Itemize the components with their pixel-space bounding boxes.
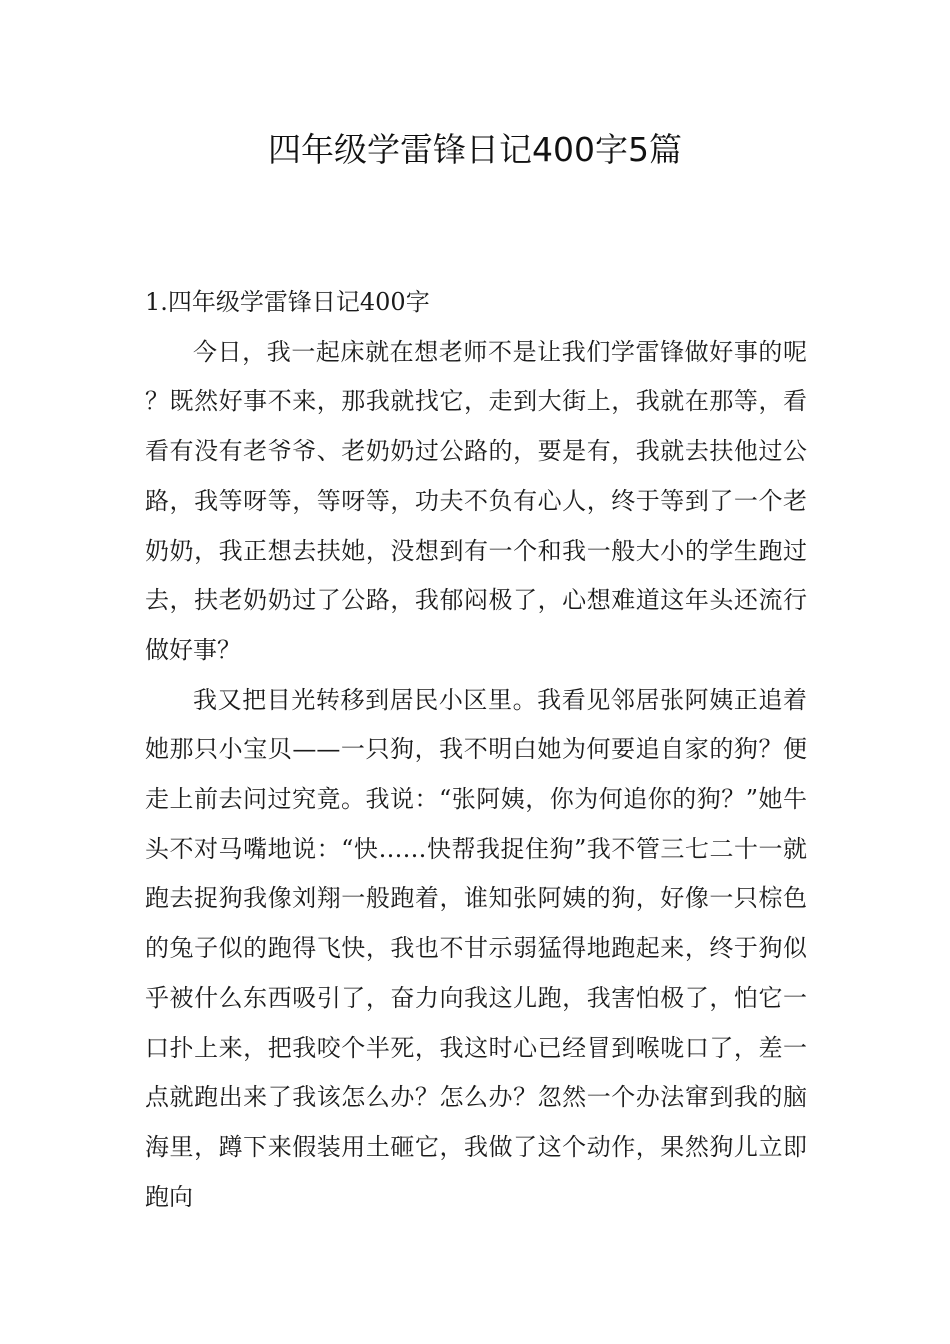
paragraph: 我又把目光转移到居民小区里。我看见邻居张阿姨正追着她那只小宝贝——一只狗，我不明白她为何要追自家的狗？便走上前去问过究竟。我说：“张阿姨，你为何追你的狗？”她牛头不对马嘴地说：“快……快帮我捉住狗”我不管三七二十一就跑去捉狗我像刘翔一般跑着，谁知张阿姨的狗，好像一只棕色的兔子似的跑得飞快，我也不甘示弱猛得地跑起来，终于狗似乎被什么东西吸引了，奋力向我这儿跑，我害怕极了，怕它一口扑上来，把我咬个半死，我这时心已经冒到喉咙口了，差一点就跑出来了我该怎么办？怎么办？忽然一个办法窜到我的脑海里，蹲下来假装用土砸它，我做了这个动作，果然狗儿立即跑向 bbox=[145, 685, 807, 1211]
document-body bbox=[145, 278, 807, 1222]
document-title: 四年级学雷锋日记400字5篇 bbox=[268, 130, 682, 169]
paragraph: 今日，我一起床就在想老师不是让我们学雷锋做好事的呢？既然好事不来，那我就找它，走到大街上，我就在那等，看看有没有老爷爷、老奶奶过公路的，要是有，我就去扶他过公路，我等呀等，等呀等，功夫不负有心人，终于等到了一个老奶奶，我正想去扶她，没想到有一个和我一般大小的学生跑过去，扶老奶奶过了公路，我郁闷极了，心想难道这年头还流行做好事？ bbox=[145, 337, 807, 664]
section-heading: 1.四年级学雷锋日记400字 bbox=[145, 288, 430, 316]
